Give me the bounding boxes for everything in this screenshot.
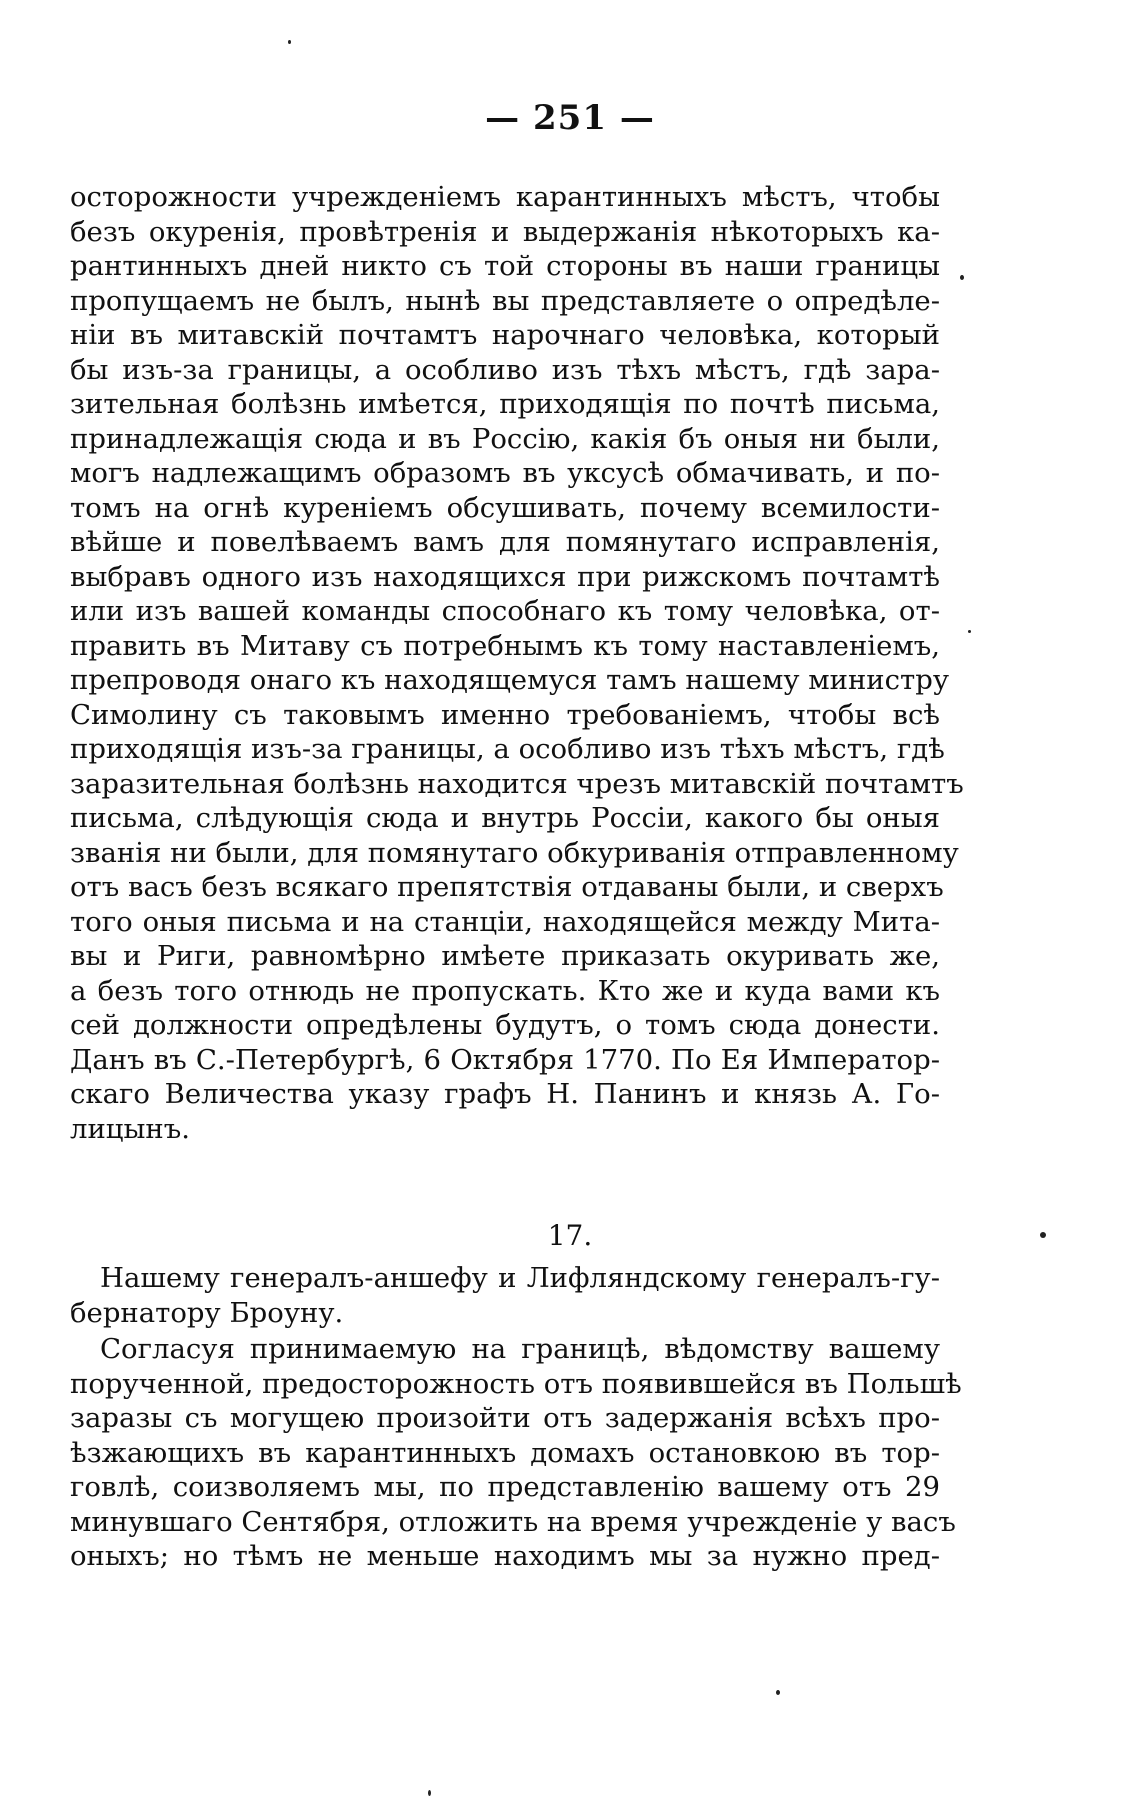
text-line: отъ васъ безъ всякаго препятствія отдаваны были, и сверхъ [70, 871, 944, 903]
text-line: рантинныхъ дней никто съ той стороны въ наши границы [70, 250, 940, 282]
text-line: говлѣ, соизволяемъ мы, по представленію вашему отъ 29 [70, 1471, 940, 1503]
text-line: того оныя письма и на станціи, находящейся между Мита- [70, 905, 940, 938]
text-line: лицынъ. [70, 1112, 190, 1145]
text-line: осторожности учрежденіемъ карантинныхъ мѣстъ, чтобы [70, 181, 940, 213]
text-line: ѣзжающихъ въ карантинныхъ домахъ остановкою въ тор- [70, 1436, 940, 1469]
paragraph-decree-text [70, 180, 964, 1146]
text-line: порученной, предосторожность отъ появившейся въ Польшѣ [70, 1367, 962, 1400]
text-line: оныхъ; но тѣмъ не меньше находимъ мы за нужно пред- [70, 1540, 940, 1572]
text-line: томъ на огнѣ куреніемъ обсушивать, почему всемилости- [70, 491, 940, 524]
scan-speck [968, 630, 971, 633]
scan-speck [1040, 1232, 1046, 1238]
text-line: вѣйше и повелѣваемъ вамъ для помянутаго исправленія, [70, 526, 940, 558]
text-line: ніи въ митавскій почтамтъ нарочнаго человѣка, который [70, 319, 940, 351]
text-line: сей должности опредѣлены будутъ, о томъ сюда донести. [70, 1009, 940, 1041]
text-line: приходящія изъ-за границы, а особливо изъ тѣхъ мѣстъ, гдѣ [70, 733, 945, 765]
text-line: Данъ въ С.-Петербургѣ, 6 Октября 1770. По Ея Император- [70, 1043, 940, 1076]
text-line: Согласуя принимаемую на границѣ, вѣдомству вашему [100, 1333, 940, 1365]
text-line: бернатору Броуну. [70, 1296, 344, 1329]
text-line: заразительная болѣзнь находится чрезъ митавскій почтамтъ [70, 767, 964, 800]
text-line: минувшаго Сентября, отложить на время учрежденіе у васъ [70, 1505, 956, 1538]
text-line: препроводя онаго къ находящемуся тамъ нашему министру [70, 664, 950, 696]
text-line: бы изъ-за границы, а особливо изъ тѣхъ мѣстъ, гдѣ зара- [70, 353, 940, 386]
paragraph-addressee [70, 1261, 940, 1330]
text-line: скаго Величества указу графъ Н. Панинъ и князь А. Го- [70, 1078, 940, 1110]
text-line: выбравъ одного изъ находящихся при рижскомъ почтамтѣ [70, 560, 940, 593]
text-line: или изъ вашей команды способнаго къ тому человѣка, от- [70, 595, 940, 627]
text-line: принадлежащія сюда и въ Россію, какія бъ оныя ни были, [70, 422, 940, 455]
scan-speck [776, 1690, 780, 1695]
text-line: безъ окуренія, провѣтренія и выдержанія нѣкоторыхъ ка- [70, 215, 940, 248]
scan-speck [288, 40, 291, 44]
page-number: — 251 — [485, 98, 655, 138]
text-line: пропущаемъ не былъ, нынѣ вы представляете о опредѣле- [70, 284, 940, 317]
text-line: зительная болѣзнь имѣется, приходящія по почтѣ письма, [70, 388, 940, 420]
scan-speck [428, 1790, 431, 1796]
text-line: править въ Митаву съ потребнымъ къ тому наставленіемъ, [70, 629, 940, 662]
text-line: Нашему генералъ-аншефу и Лифляндскому генералъ-гу- [100, 1262, 940, 1294]
text-line: заразы съ могущею произойти отъ задержанія всѣхъ про- [70, 1402, 940, 1434]
text-line: могъ надлежащимъ образомъ въ уксусѣ обмачивать, и по- [70, 457, 940, 489]
text-line: вы и Риги, равномѣрно имѣете приказать окуривать же, [70, 940, 940, 972]
text-line: званія ни были, для помянутаго обкуриванія отправленному [70, 836, 959, 869]
text-line: а безъ того отнюдь не пропускать. Кто же и куда вами къ [70, 974, 940, 1007]
text-line: письма, слѣдующія сюда и внутрь Россіи, какого бы оныя [70, 802, 940, 834]
paragraph-decree-body [70, 1332, 962, 1574]
section-number: 17. [547, 1219, 593, 1252]
scan-speck [960, 275, 964, 280]
text-line: Симолину съ таковымъ именно требованіемъ, чтобы всѣ [70, 698, 940, 731]
